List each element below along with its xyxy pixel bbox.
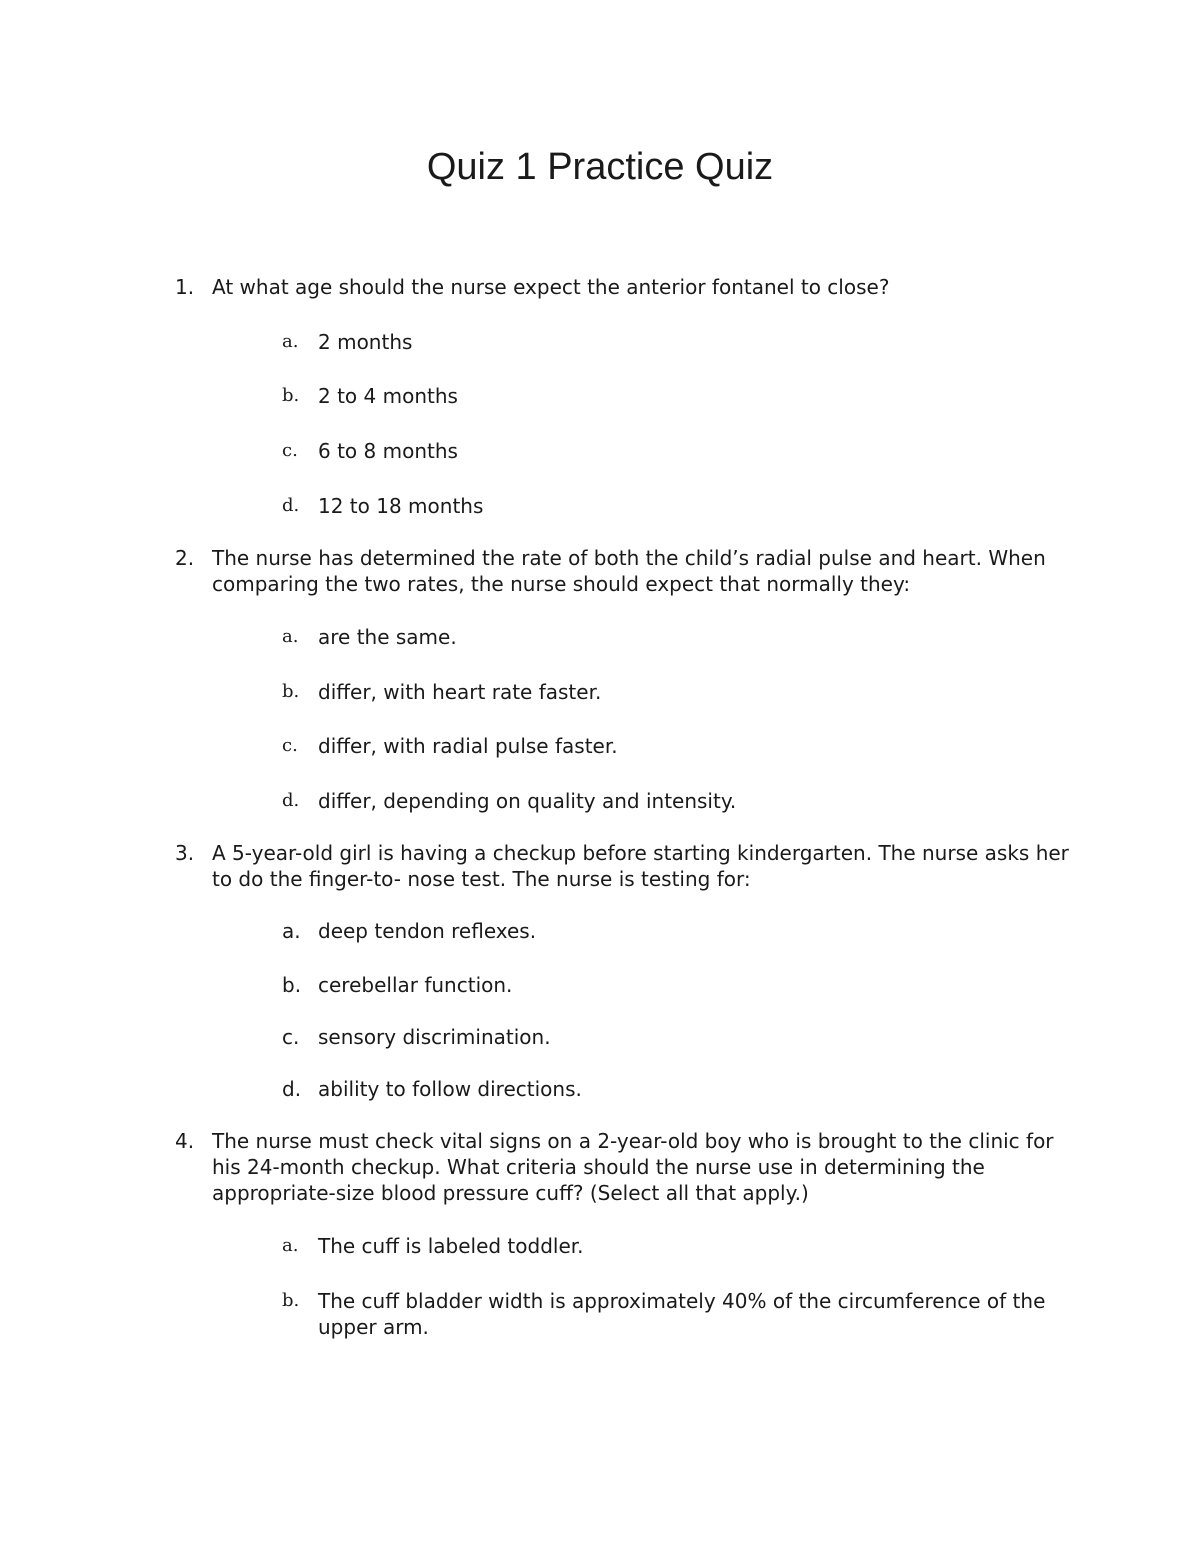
question-number: 3. — [175, 841, 195, 865]
option-text: The cuff is labeled toddler. — [318, 1234, 584, 1258]
option-letter: c. — [282, 440, 298, 461]
option-letter: c. — [282, 1025, 300, 1049]
option-letter: d. — [282, 495, 300, 516]
option-letter: a. — [282, 1235, 299, 1256]
page-title: Quiz 1 Practice Quiz — [426, 146, 774, 188]
option-letter: a. — [282, 331, 299, 352]
question-text: A 5-year-old girl is having a checkup before starting kindergarten. The nurse asks her to do the finger-to- nose test. The nurse is testing for: — [212, 841, 1069, 891]
question-number: 2. — [175, 546, 195, 570]
option-text: differ, depending on quality and intensity. — [318, 789, 737, 813]
option-text: are the same. — [318, 625, 457, 649]
option-letter: b. — [282, 973, 302, 997]
option-text: 2 months — [318, 330, 413, 354]
option-text: cerebellar function. — [318, 973, 513, 997]
option-text: differ, with radial pulse faster. — [318, 734, 618, 758]
option-text: differ, with heart rate faster. — [318, 680, 602, 704]
option-letter: d. — [282, 1077, 302, 1101]
option-letter: b. — [282, 385, 300, 406]
option-text: 12 to 18 months — [318, 494, 484, 518]
question-text: The nurse must check vital signs on a 2-year-old boy who is brought to the clinic for his 24-month checkup. What criteria should the nurse use in determining the appropriate-size blood pressure cuff? (Select all that apply.) — [212, 1129, 1054, 1205]
option-text: deep tendon reflexes. — [318, 919, 537, 943]
question-number: 4. — [175, 1129, 195, 1153]
option-letter: b. — [282, 681, 300, 702]
question-text: The nurse has determined the rate of both the child’s radial pulse and heart. When comparing the two rates, the nurse should expect that normally they: — [212, 546, 1046, 596]
option-text: 6 to 8 months — [318, 439, 458, 463]
option-text: 2 to 4 months — [318, 384, 458, 408]
option-letter: a. — [282, 919, 301, 943]
option-letter: c. — [282, 735, 298, 756]
option-text: ability to follow directions. — [318, 1077, 582, 1101]
option-text: sensory discrimination. — [318, 1025, 551, 1049]
option-text: The cuff bladder width is approximately 40% of the circumference of the upper arm. — [318, 1289, 1046, 1339]
option-letter: b. — [282, 1290, 300, 1311]
question-text: At what age should the nurse expect the anterior fontanel to close? — [212, 275, 890, 299]
question-number: 1. — [175, 275, 195, 299]
option-letter: d. — [282, 790, 300, 811]
option-letter: a. — [282, 626, 299, 647]
